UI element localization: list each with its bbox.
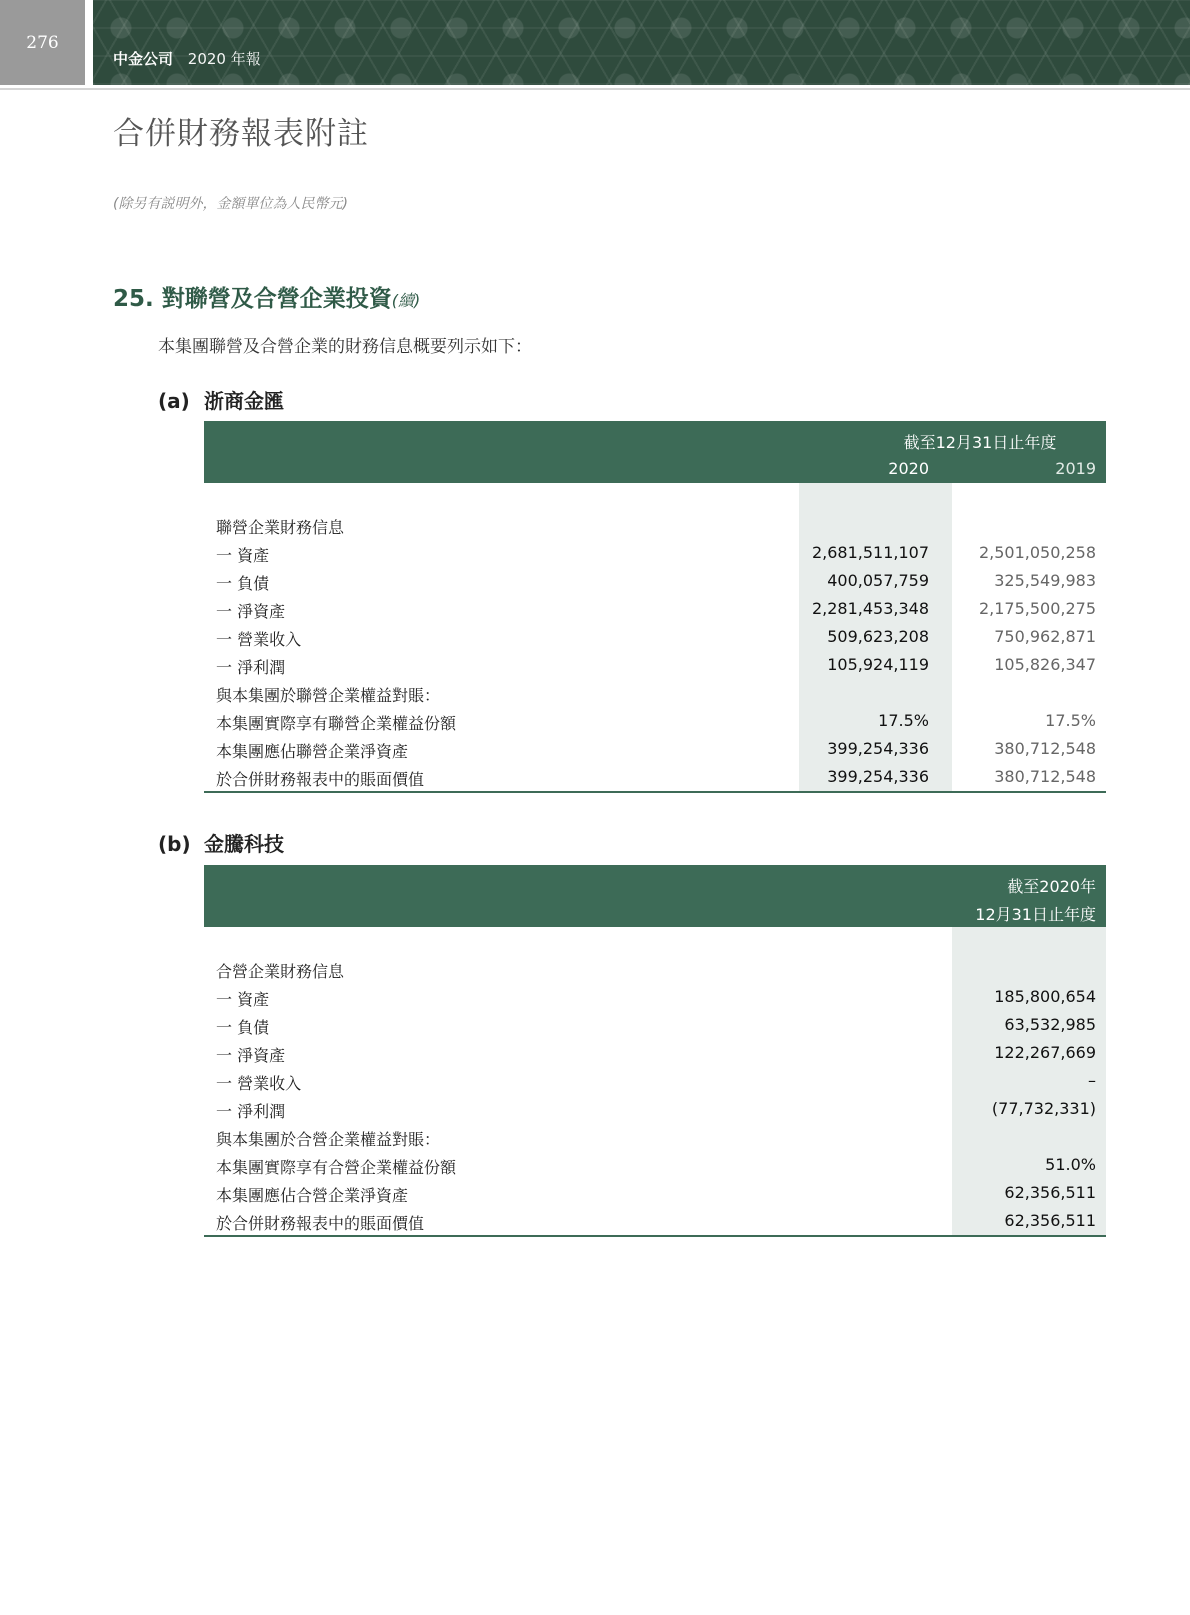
table-row: [204, 623, 1106, 651]
table-a-period-header: 截至12月31日止年度: [903, 433, 1057, 452]
header-divider: [0, 88, 1190, 90]
value-2020: 51.0%: [1045, 1155, 1096, 1174]
value-2020: 509,623,208: [827, 627, 929, 646]
value-2019: 17.5%: [1045, 711, 1096, 730]
row-label: 與本集團於合營企業權益對賬：: [216, 1130, 441, 1149]
value-2020: 105,924,119: [827, 655, 929, 674]
row-label: 一 負債: [216, 1018, 270, 1037]
section-intro: 本集團聯營及合營企業的財務信息概要列示如下：: [158, 337, 532, 357]
table-b-period-header-line1: 截至2020年: [1007, 877, 1096, 896]
value-2019: 2,175,500,275: [978, 599, 1096, 618]
subsection-b-heading: [158, 828, 284, 857]
subsection-b-name: 金騰科技: [204, 832, 284, 856]
value-2020: 399,254,336: [827, 767, 929, 786]
table-a-header: [204, 421, 1106, 483]
table-row: [204, 1067, 1106, 1095]
table-row: [204, 707, 1106, 735]
table-row: [204, 651, 1106, 679]
value-2020: (77,732,331): [991, 1099, 1096, 1118]
subsection-a-heading: [158, 385, 284, 414]
value-2020: 399,254,336: [827, 739, 929, 758]
table-b-body: [204, 927, 1106, 1237]
company-name: 中金公司: [113, 50, 174, 68]
row-label: 本集團實際享有合營企業權益份額: [216, 1158, 457, 1177]
row-label: 於合併財務報表中的賬面價值: [216, 770, 425, 789]
row-label: 於合併財務報表中的賬面價值: [216, 1214, 425, 1233]
table-row: [204, 1207, 1106, 1235]
page-title: 合併財務報表附註: [113, 116, 369, 152]
row-label: 本集團應佔聯營企業淨資產: [216, 742, 409, 761]
table-row: [204, 983, 1106, 1011]
table-a: [204, 421, 1106, 793]
row-label: 一 淨資產: [216, 1046, 286, 1065]
row-label: 一 淨利潤: [216, 1102, 286, 1121]
value-2020: 185,800,654: [994, 987, 1096, 1006]
row-label: 一 營業收入: [216, 630, 302, 649]
value-2019: 380,712,548: [994, 767, 1096, 786]
table-row: [204, 539, 1106, 567]
row-label: 一 負債: [216, 574, 270, 593]
table-b-period-header-line2: 12月31日止年度: [975, 905, 1096, 924]
subsection-a-label: (a): [158, 389, 190, 413]
value-2019: 325,549,983: [994, 571, 1096, 590]
report-year: 2020 年報: [187, 50, 261, 68]
row-label: 聯營企業財務信息: [216, 518, 345, 537]
table-row: [204, 1151, 1106, 1179]
row-label: 合營企業財務信息: [216, 962, 345, 981]
section-number: 25.: [113, 286, 154, 312]
value-2019: 380,712,548: [994, 739, 1096, 758]
page-number: 276: [0, 0, 85, 85]
value-2020: –: [1088, 1071, 1096, 1090]
table-row: [204, 511, 1106, 539]
table-row: [204, 567, 1106, 595]
table-row: [204, 595, 1106, 623]
unit-note: (除另有説明外，金額單位為人民幣元): [113, 196, 348, 212]
row-label: 一 資產: [216, 546, 270, 565]
table-row: [204, 679, 1106, 707]
table-row: [204, 1039, 1106, 1067]
table-a-col-2019: 2019: [1055, 459, 1096, 478]
table-row: [204, 1011, 1106, 1039]
row-label: 本集團應佔合營企業淨資產: [216, 1186, 409, 1205]
row-label: 一 淨資產: [216, 602, 286, 621]
section-heading: [113, 280, 420, 313]
table-b-header: [204, 865, 1106, 927]
row-label: 一 淨利潤: [216, 658, 286, 677]
table-row: [204, 735, 1106, 763]
value-2020: 62,356,511: [1004, 1211, 1096, 1230]
value-2019: 105,826,347: [994, 655, 1096, 674]
value-2020: 122,267,669: [994, 1043, 1096, 1062]
value-2020: 62,356,511: [1004, 1183, 1096, 1202]
value-2020: 2,681,511,107: [811, 543, 929, 562]
value-2020: 400,057,759: [827, 571, 929, 590]
header-title: [113, 48, 261, 69]
subsection-a-name: 浙商金匯: [204, 389, 284, 413]
table-a-col-2020: 2020: [888, 459, 929, 478]
table-row: [204, 955, 1106, 983]
value-2019: 2,501,050,258: [978, 543, 1096, 562]
value-2019: 750,962,871: [994, 627, 1096, 646]
section-title: 對聯營及合營企業投資: [161, 286, 392, 312]
table-row: [204, 1095, 1106, 1123]
row-label: 一 資產: [216, 990, 270, 1009]
header-banner: [93, 0, 1190, 85]
table-row: [204, 1123, 1106, 1151]
row-label: 一 營業收入: [216, 1074, 302, 1093]
table-a-body: [204, 483, 1106, 793]
table-row: [204, 1179, 1106, 1207]
subsection-b-label: (b): [158, 832, 191, 856]
row-label: 與本集團於聯營企業權益對賬：: [216, 686, 441, 705]
table-row: [204, 763, 1106, 791]
section-continued: (續): [391, 291, 421, 310]
table-b: [204, 865, 1106, 1237]
row-label: 本集團實際享有聯營企業權益份額: [216, 714, 457, 733]
value-2020: 63,532,985: [1004, 1015, 1096, 1034]
value-2020: 17.5%: [878, 711, 929, 730]
value-2020: 2,281,453,348: [811, 599, 929, 618]
